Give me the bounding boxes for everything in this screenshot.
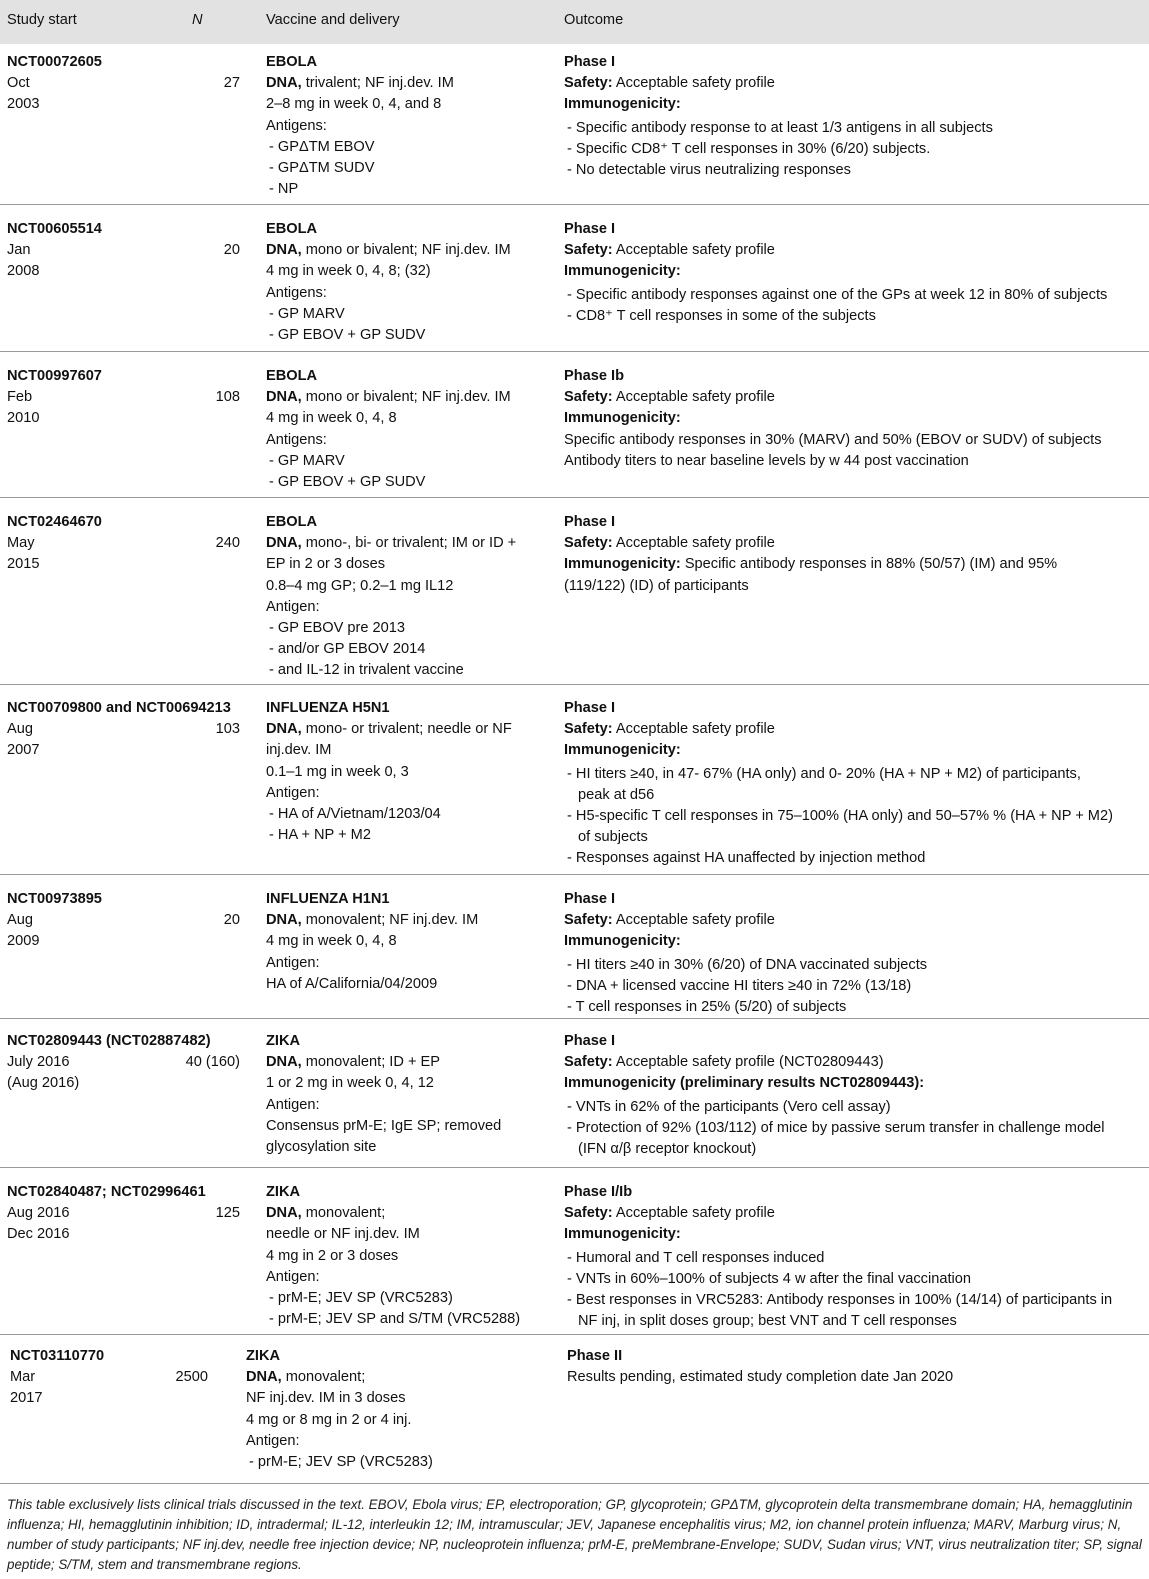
vaccine-cell: [266, 698, 551, 846]
vaccine-dose: 0.8–4 mg GP; 0.2–1 mg IL12: [266, 577, 454, 594]
vaccine-cell: [266, 889, 551, 995]
study-date: (Aug 2016): [7, 1075, 80, 1092]
outcome-cell: [564, 1182, 1144, 1332]
immunogenicity-line: [564, 740, 1144, 761]
outcome-item: [564, 997, 1144, 1018]
outcome-text: Specific antibody responses in 30% (MARV) and 50% (EBOV or SUDV) of subjects: [564, 431, 1102, 448]
antigen-text: HA of A/California/04/2009: [266, 975, 438, 992]
vaccine-dna: DNA,: [266, 242, 302, 259]
study-id: NCT00973895: [7, 891, 102, 907]
antigen-item: [266, 1309, 551, 1330]
antigen-text: GP MARV: [277, 305, 345, 322]
antigen-item: [266, 1288, 551, 1309]
antigen-text: NP: [277, 181, 299, 198]
bullet-dash: -: [567, 1098, 576, 1115]
antigen-text: GP EBOV pre 2013: [277, 620, 406, 637]
participant-count: 27: [223, 75, 240, 92]
antigen-item: [266, 639, 551, 660]
disease-name: INFLUENZA H5N1: [266, 700, 390, 716]
antigen-text: prM-E; JEV SP (VRC5283): [257, 1454, 433, 1471]
immunogenicity-line: [564, 261, 1144, 282]
safety-text: Acceptable safety profile: [612, 75, 775, 92]
table-footnote: This table exclusively lists clinical trials discussed in the text. EBOV, Ebola virus; EP, electroporation; GP, glycoprotein; GPΔTM, glycoprotein delta transmembrane domain; HA, hemagglutinin influenza; HI, hemagglutinin inhibition; ID, intradermal; IL-12, interleukin 12; IM, intramuscular; JEV, Japanese encephalitis virus; M2, ion channel protein influenza; MARV, Marburg virus; N, number of study participants; NF inj.dev, needle free injection device; NP, nucleoprotein influenza; prM-E, preMembrane-Envelope; SUDV, Sudan virus; VNT, virus neutralization titer; SP, signal peptide; S/TM, stem and transmembrane regions.: [7, 1497, 1142, 1572]
outcome-item: [564, 785, 1144, 806]
disease-name: EBOLA: [266, 221, 318, 237]
trial-phase: Phase I: [564, 891, 616, 907]
participant-count: 125: [215, 1205, 240, 1222]
antigen-text: prM-E; JEV SP (VRC5283): [277, 1290, 453, 1307]
trial-phase: Phase I: [564, 700, 616, 716]
trial-phase: Phase I: [564, 514, 616, 530]
study-date: Oct: [7, 75, 30, 92]
safety-text: Acceptable safety profile (NCT02809443): [612, 1054, 884, 1071]
vaccine-dna: DNA,: [266, 75, 302, 92]
safety-text: Acceptable safety profile: [612, 912, 775, 929]
antigen-item: [266, 304, 551, 325]
disease-name: EBOLA: [266, 368, 318, 384]
antigen-text: GPΔTM SUDV: [277, 160, 375, 177]
bullet-dash: -: [269, 1311, 278, 1328]
vaccine-type: [266, 73, 551, 94]
bullet-dash: -: [567, 140, 576, 157]
study-date: Aug 2016: [7, 1205, 70, 1222]
immunogenicity-label: Immunogenicity (preliminary results NCT02809443):: [564, 1075, 925, 1092]
trial-phase: Phase I: [564, 54, 616, 70]
vaccine-dose: 4 mg in week 0, 4, 8; (32): [266, 263, 431, 280]
antigen-item: [266, 804, 551, 825]
participant-count: 103: [215, 721, 240, 738]
vaccine-detail: mono-, bi- or trivalent; IM or ID +: [301, 535, 517, 552]
bullet-dash: -: [269, 181, 278, 198]
study-id: NCT02840487; NCT02996461: [7, 1184, 206, 1200]
vaccine-detail: monovalent; NF inj.dev. IM: [301, 912, 479, 929]
bullet-dash: -: [567, 977, 576, 994]
study-id: NCT02809443 (NCT02887482): [7, 1033, 211, 1049]
vaccine-type: [266, 387, 551, 408]
row-divider: [0, 351, 1149, 352]
outcome-text: Specific antibody response to at least 1/3 antigens in all subjects: [575, 119, 993, 136]
outcome-item: [564, 118, 1144, 139]
participant-count: 40 (160): [185, 1054, 240, 1071]
outcome-item: [564, 1118, 1144, 1139]
disease-name: ZIKA: [266, 1184, 301, 1200]
header-outcome: Outcome: [564, 12, 624, 28]
vaccine-dose: 0.1–1 mg in week 0, 3: [266, 763, 409, 780]
trial-phase: Phase I: [564, 221, 616, 237]
trial-phase: Phase I/Ib: [564, 1184, 633, 1200]
participant-count: 240: [215, 535, 240, 552]
study-date: 2007: [7, 742, 40, 759]
immunogenicity-label: Immunogenicity:: [564, 410, 681, 427]
outcome-item: [564, 955, 1144, 976]
outcome-item: [564, 848, 1144, 869]
outcome-item: [564, 1269, 1144, 1290]
disease-name: EBOLA: [266, 54, 318, 70]
bullet-dash: -: [567, 808, 576, 825]
study-date: 2010: [7, 410, 40, 427]
outcome-item: [564, 976, 1144, 997]
vaccine-type: [246, 1367, 531, 1388]
outcome-item: [564, 764, 1144, 785]
immunogenicity-label: Immunogenicity:: [564, 263, 681, 280]
vaccine-detail: monovalent;: [301, 1205, 386, 1222]
safety-line: [564, 1052, 1144, 1073]
outcome-text: H5-specific T cell responses in 75–100% (HA only) and 50–57% % (HA + NP + M2): [575, 808, 1113, 825]
safety-line: [564, 910, 1144, 931]
participant-count: 20: [223, 242, 240, 259]
outcome-item: [564, 1097, 1144, 1118]
vaccine-dose: 4 mg in week 0, 4, 8: [266, 933, 397, 950]
vaccine-detail-cont: inj.dev. IM: [266, 742, 332, 759]
outcome-cell: [567, 1346, 1147, 1388]
vaccine-dose: 2–8 mg in week 0, 4, and 8: [266, 96, 442, 113]
participant-count: 20: [223, 912, 240, 929]
safety-label: Safety:: [564, 1054, 613, 1071]
header-n: N: [192, 12, 203, 28]
bullet-dash: -: [269, 452, 278, 469]
header-study-start: Study start: [7, 12, 77, 28]
study-date: Dec 2016: [7, 1226, 70, 1243]
study-date: 2008: [7, 263, 40, 280]
immunogenicity-line: [564, 408, 1144, 429]
antigen-text: and IL-12 in trivalent vaccine: [277, 662, 464, 679]
row-divider: [0, 684, 1149, 685]
safety-label: Safety:: [564, 75, 613, 92]
antigen-item: [266, 472, 551, 493]
safety-label: Safety:: [564, 535, 613, 552]
bullet-dash: -: [567, 765, 576, 782]
safety-label: Safety:: [564, 912, 613, 929]
safety-text: Acceptable safety profile: [612, 721, 775, 738]
antigen-text: HA of A/Vietnam/1203/04: [277, 806, 441, 823]
trial-phase: Phase Ib: [564, 368, 625, 384]
outcome-item: [564, 139, 1144, 160]
study-id: NCT00072605: [7, 54, 102, 70]
outcome-text: NF inj, in split doses group; best VNT and T cell responses: [578, 1313, 957, 1330]
vaccine-dose: 4 mg in week 0, 4, 8: [266, 410, 397, 427]
outcome-cell: [564, 366, 1144, 472]
safety-line: [564, 533, 1144, 554]
vaccine-detail-cont: NF inj.dev. IM in 3 doses: [246, 1390, 406, 1407]
study-date: Aug: [7, 912, 33, 929]
bullet-dash: -: [567, 162, 576, 179]
vaccine-detail-cont: needle or NF inj.dev. IM: [266, 1226, 420, 1243]
vaccine-dose: 4 mg in 2 or 3 doses: [266, 1247, 399, 1264]
row-divider: [0, 204, 1149, 205]
safety-label: Safety:: [564, 1205, 613, 1222]
vaccine-cell: [246, 1346, 531, 1473]
bullet-dash: -: [567, 286, 576, 303]
antigen-item: [266, 660, 551, 681]
bullet-dash: -: [249, 1454, 258, 1471]
study-date: 2015: [7, 556, 40, 573]
outcome-text: peak at d56: [578, 786, 655, 803]
immunogenicity-label: Immunogenicity:: [564, 96, 681, 113]
study-id: NCT00605514: [7, 221, 102, 237]
safety-label: Safety:: [564, 242, 613, 259]
trial-phase: Phase II: [567, 1348, 623, 1364]
vaccine-type: [266, 1203, 551, 1224]
antigen-item: [246, 1452, 531, 1473]
outcome-text: Antibody titers to near baseline levels by w 44 post vaccination: [564, 452, 969, 469]
antigen-text: GP EBOV + GP SUDV: [277, 327, 426, 344]
participant-count: 108: [215, 389, 240, 406]
participant-count: 2500: [175, 1369, 208, 1386]
antigen-item: [266, 451, 551, 472]
vaccine-dna: DNA,: [266, 389, 302, 406]
safety-line: [564, 1203, 1144, 1224]
outcome-cell: [564, 219, 1144, 327]
outcome-text: Responses against HA unaffected by injection method: [575, 850, 926, 867]
study-id: NCT02464670: [7, 514, 102, 530]
immunogenicity-line: [564, 1224, 1144, 1245]
vaccine-dna: DNA,: [246, 1369, 282, 1386]
vaccine-dna: DNA,: [266, 912, 302, 929]
bullet-dash: -: [269, 305, 278, 322]
bullet-dash: -: [567, 119, 576, 136]
safety-text: Acceptable safety profile: [612, 389, 775, 406]
row-divider: [0, 1167, 1149, 1168]
disease-name: INFLUENZA H1N1: [266, 891, 390, 907]
outcome-text: CD8⁺ T cell responses in some of the subjects: [575, 307, 876, 324]
antigen-label: Antigen:: [266, 954, 320, 971]
bullet-dash: -: [567, 307, 576, 324]
outcome-cell: [564, 512, 1144, 597]
row-divider: [0, 1334, 1149, 1335]
immunogenicity-text: (119/122) (ID) of participants: [564, 577, 749, 594]
vaccine-type: [266, 910, 551, 931]
bullet-dash: -: [269, 1290, 278, 1307]
outcome-text: VNTs in 62% of the participants (Vero cell assay): [575, 1098, 891, 1115]
outcome-text: Protection of 92% (103/112) of mice by passive serum transfer in challenge model: [575, 1119, 1105, 1136]
vaccine-dose: 1 or 2 mg in week 0, 4, 12: [266, 1075, 434, 1092]
disease-name: ZIKA: [266, 1033, 301, 1049]
safety-label: Safety:: [564, 721, 613, 738]
study-cell: [10, 1346, 250, 1410]
outcome-cell: [564, 698, 1144, 870]
immunogenicity-text: Specific antibody responses in 88% (50/57) (IM) and 95%: [680, 556, 1058, 573]
outcome-cell: [564, 889, 1144, 1018]
bullet-dash: -: [567, 1119, 576, 1136]
antigen-text: HA + NP + M2: [277, 827, 371, 844]
study-date: 2009: [7, 933, 40, 950]
antigen-item: [266, 325, 551, 346]
immunogenicity-line: [564, 554, 1144, 575]
vaccine-detail: monovalent;: [281, 1369, 366, 1386]
outcome-text: VNTs in 60%–100% of subjects 4 w after the final vaccination: [575, 1270, 971, 1287]
safety-line: [564, 387, 1144, 408]
antigen-text: prM-E; JEV SP and S/TM (VRC5288): [277, 1311, 521, 1328]
antigen-item: [266, 618, 551, 639]
bullet-dash: -: [269, 806, 278, 823]
outcome-item: [564, 1139, 1144, 1160]
outcome-item: [564, 1311, 1144, 1332]
antigen-item: [266, 825, 551, 846]
vaccine-cell: [266, 1182, 551, 1330]
safety-line: [564, 73, 1144, 94]
vaccine-type: [266, 719, 551, 740]
vaccine-type: [266, 533, 551, 554]
footer-rule: [0, 1483, 1149, 1484]
bullet-dash: -: [269, 327, 278, 344]
antigen-text: glycosylation site: [266, 1139, 377, 1156]
study-date: 2017: [10, 1390, 43, 1407]
immunogenicity-label: Immunogenicity:: [564, 556, 681, 573]
vaccine-detail: mono- or trivalent; needle or NF: [301, 721, 512, 738]
antigen-text: GPΔTM EBOV: [277, 138, 375, 155]
vaccine-type: [266, 1052, 551, 1073]
study-date: 2003: [7, 96, 40, 113]
safety-text: Acceptable safety profile: [612, 242, 775, 259]
immunogenicity-label: Immunogenicity:: [564, 933, 681, 950]
study-id: NCT03110770: [10, 1348, 105, 1364]
study-date: Mar: [10, 1369, 36, 1386]
vaccine-cell: [266, 219, 551, 346]
immunogenicity-line: [564, 1073, 1144, 1094]
outcome-text: DNA + licensed vaccine HI titers ≥40 in 72% (13/18): [575, 977, 912, 994]
vaccine-dna: DNA,: [266, 1054, 302, 1071]
vaccine-cell: [266, 366, 551, 493]
bullet-dash: -: [269, 474, 278, 491]
immunogenicity-label: Immunogenicity:: [564, 742, 681, 759]
vaccine-cell: [266, 1031, 551, 1158]
antigen-text: GP EBOV + GP SUDV: [277, 474, 426, 491]
antigen-label: Antigen:: [246, 1432, 300, 1449]
antigen-item: [266, 179, 551, 200]
outcome-text: HI titers ≥40 in 30% (6/20) of DNA vaccinated subjects: [575, 956, 928, 973]
outcome-text: Humoral and T cell responses induced: [575, 1249, 825, 1266]
vaccine-dna: DNA,: [266, 535, 302, 552]
vaccine-detail-cont: EP in 2 or 3 doses: [266, 556, 385, 573]
outcome-item: [564, 1248, 1144, 1269]
outcome-item: [564, 1290, 1144, 1311]
immunogenicity-line: [564, 94, 1144, 115]
bullet-dash: -: [567, 1249, 576, 1266]
bullet-dash: -: [567, 1292, 576, 1309]
study-date: Aug: [7, 721, 33, 738]
bullet-dash: -: [567, 956, 576, 973]
safety-line: [564, 240, 1144, 261]
vaccine-detail: monovalent; ID + EP: [301, 1054, 440, 1071]
outcome-cell: [564, 1031, 1144, 1160]
study-date: July 2016: [7, 1054, 70, 1071]
immunogenicity-label: Immunogenicity:: [564, 1226, 681, 1243]
vaccine-cell: [266, 512, 551, 682]
bullet-dash: -: [269, 160, 278, 177]
outcome-text: of subjects: [578, 829, 648, 846]
bullet-dash: -: [269, 620, 278, 637]
immunogenicity-line: [564, 931, 1144, 952]
outcome-text: Specific CD8⁺ T cell responses in 30% (6/20) subjects.: [575, 140, 931, 157]
outcome-item: [564, 806, 1144, 827]
bullet-dash: -: [567, 850, 576, 867]
study-id: NCT00997607: [7, 368, 102, 384]
outcome-text: Specific antibody responses against one of the GPs at week 12 in 80% of subjects: [575, 286, 1108, 303]
antigen-label: Antigen:: [266, 598, 320, 615]
bullet-dash: -: [269, 138, 278, 155]
outcome-text: No detectable virus neutralizing responses: [575, 162, 851, 179]
trial-phase: Phase I: [564, 1033, 616, 1049]
study-date: Jan: [7, 242, 31, 259]
vaccine-detail: trivalent; NF inj.dev. IM: [301, 75, 454, 92]
antigen-item: [266, 137, 551, 158]
study-id: NCT00709800 and NCT00694213: [7, 700, 231, 716]
outcome-item: [564, 285, 1144, 306]
vaccine-detail: mono or bivalent; NF inj.dev. IM: [301, 242, 511, 259]
outcome-cell: [564, 52, 1144, 181]
vaccine-dose: 4 mg or 8 mg in 2 or 4 inj.: [246, 1411, 412, 1428]
safety-line: [564, 719, 1144, 740]
antigen-label: Antigen:: [266, 1096, 320, 1113]
antigen-text: Consensus prM-E; IgE SP; removed: [266, 1117, 502, 1134]
antigen-text: GP MARV: [277, 452, 345, 469]
outcome-text: Best responses in VRC5283: Antibody responses in 100% (14/14) of participants in: [575, 1292, 1113, 1309]
study-date: May: [7, 535, 35, 552]
row-divider: [0, 497, 1149, 498]
bullet-dash: -: [567, 999, 576, 1016]
vaccine-dna: DNA,: [266, 721, 302, 738]
vaccine-cell: [266, 52, 551, 200]
bullet-dash: -: [269, 641, 278, 658]
bullet-dash: -: [269, 662, 278, 679]
safety-text: Acceptable safety profile: [612, 1205, 775, 1222]
row-divider: [0, 874, 1149, 875]
antigen-text: and/or GP EBOV 2014: [277, 641, 426, 658]
safety-label: Safety:: [564, 389, 613, 406]
outcome-item: [564, 160, 1144, 181]
outcome-text: (IFN α/β receptor knockout): [578, 1141, 757, 1158]
vaccine-detail: mono or bivalent; NF inj.dev. IM: [301, 389, 511, 406]
outcome-item: [564, 306, 1144, 327]
antigen-item: [266, 158, 551, 179]
antigen-label: Antigen:: [266, 1268, 320, 1285]
antigen-label: Antigens:: [266, 117, 327, 134]
bullet-dash: -: [269, 827, 278, 844]
safety-text: Acceptable safety profile: [612, 535, 775, 552]
vaccine-type: [266, 240, 551, 261]
vaccine-dna: DNA,: [266, 1205, 302, 1222]
disease-name: EBOLA: [266, 514, 318, 530]
header-vaccine: Vaccine and delivery: [266, 12, 400, 28]
antigen-label: Antigen:: [266, 784, 320, 801]
disease-name: ZIKA: [246, 1348, 281, 1364]
outcome-text: T cell responses in 25% (5/20) of subjects: [575, 999, 847, 1016]
study-date: Feb: [7, 389, 33, 406]
antigen-label: Antigens:: [266, 284, 327, 301]
bullet-dash: -: [567, 1270, 576, 1287]
antigen-label: Antigens:: [266, 431, 327, 448]
outcome-item: [564, 827, 1144, 848]
outcome-text: HI titers ≥40, in 47- 67% (HA only) and 0- 20% (HA + NP + M2) of participants,: [575, 765, 1081, 782]
outcome-text: Results pending, estimated study completion date Jan 2020: [567, 1369, 954, 1386]
table-header: [0, 0, 1149, 44]
